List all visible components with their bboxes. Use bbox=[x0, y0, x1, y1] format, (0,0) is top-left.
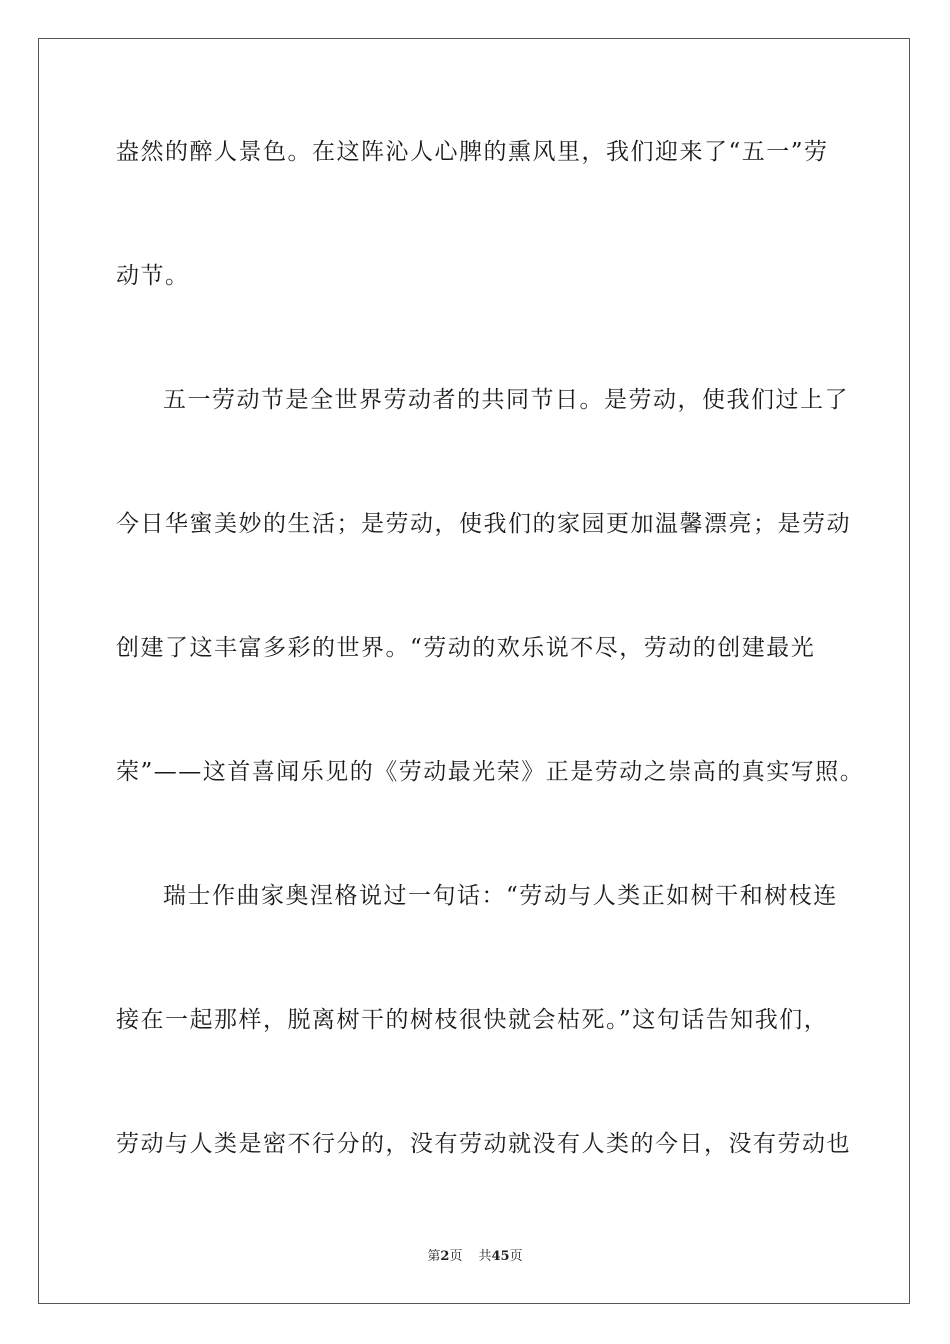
body-line-3: 五一劳动节是全世界劳动者的共同节日。是劳动，使我们过上了 bbox=[163, 387, 849, 413]
body-line-1: 盎然的醉人景色。在这阵沁人心脾的熏风里，我们迎来了“五一”劳 bbox=[116, 139, 829, 165]
body-line-5: 创建了这丰富多彩的世界。“劳动的欢乐说不尽，劳动的创建最光 bbox=[116, 635, 816, 661]
body-line-4: 今日华蜜美妙的生活；是劳动，使我们的家园更加温馨漂亮；是劳动 bbox=[116, 511, 851, 537]
footer-page-number: 2 bbox=[440, 1249, 450, 1264]
body-line-2: 动节。 bbox=[116, 263, 190, 289]
page-footer bbox=[0, 1248, 950, 1266]
body-line-9: 劳动与人类是密不行分的，没有劳动就没有人类的今日，没有劳动也 bbox=[116, 1131, 851, 1157]
body-line-7: 瑞士作曲家奥涅格说过一句话：“劳动与人类正如树干和树枝连 bbox=[163, 883, 838, 909]
footer-total-pages: 45 bbox=[491, 1249, 510, 1264]
body-line-8: 接在一起那样，脱离树干的树枝很快就会枯死。”这句话告知我们， bbox=[116, 1007, 829, 1033]
footer-page-prefix: 第 bbox=[427, 1249, 441, 1264]
footer-page-suffix: 页 bbox=[449, 1249, 463, 1264]
page-border bbox=[38, 38, 910, 1304]
body-line-6: 荣”——这首喜闻乐见的《劳动最光荣》正是劳动之崇高的真实写照。 bbox=[116, 759, 865, 785]
footer-total-suffix: 页 bbox=[509, 1249, 523, 1264]
footer-total-prefix: 共 bbox=[478, 1249, 492, 1264]
